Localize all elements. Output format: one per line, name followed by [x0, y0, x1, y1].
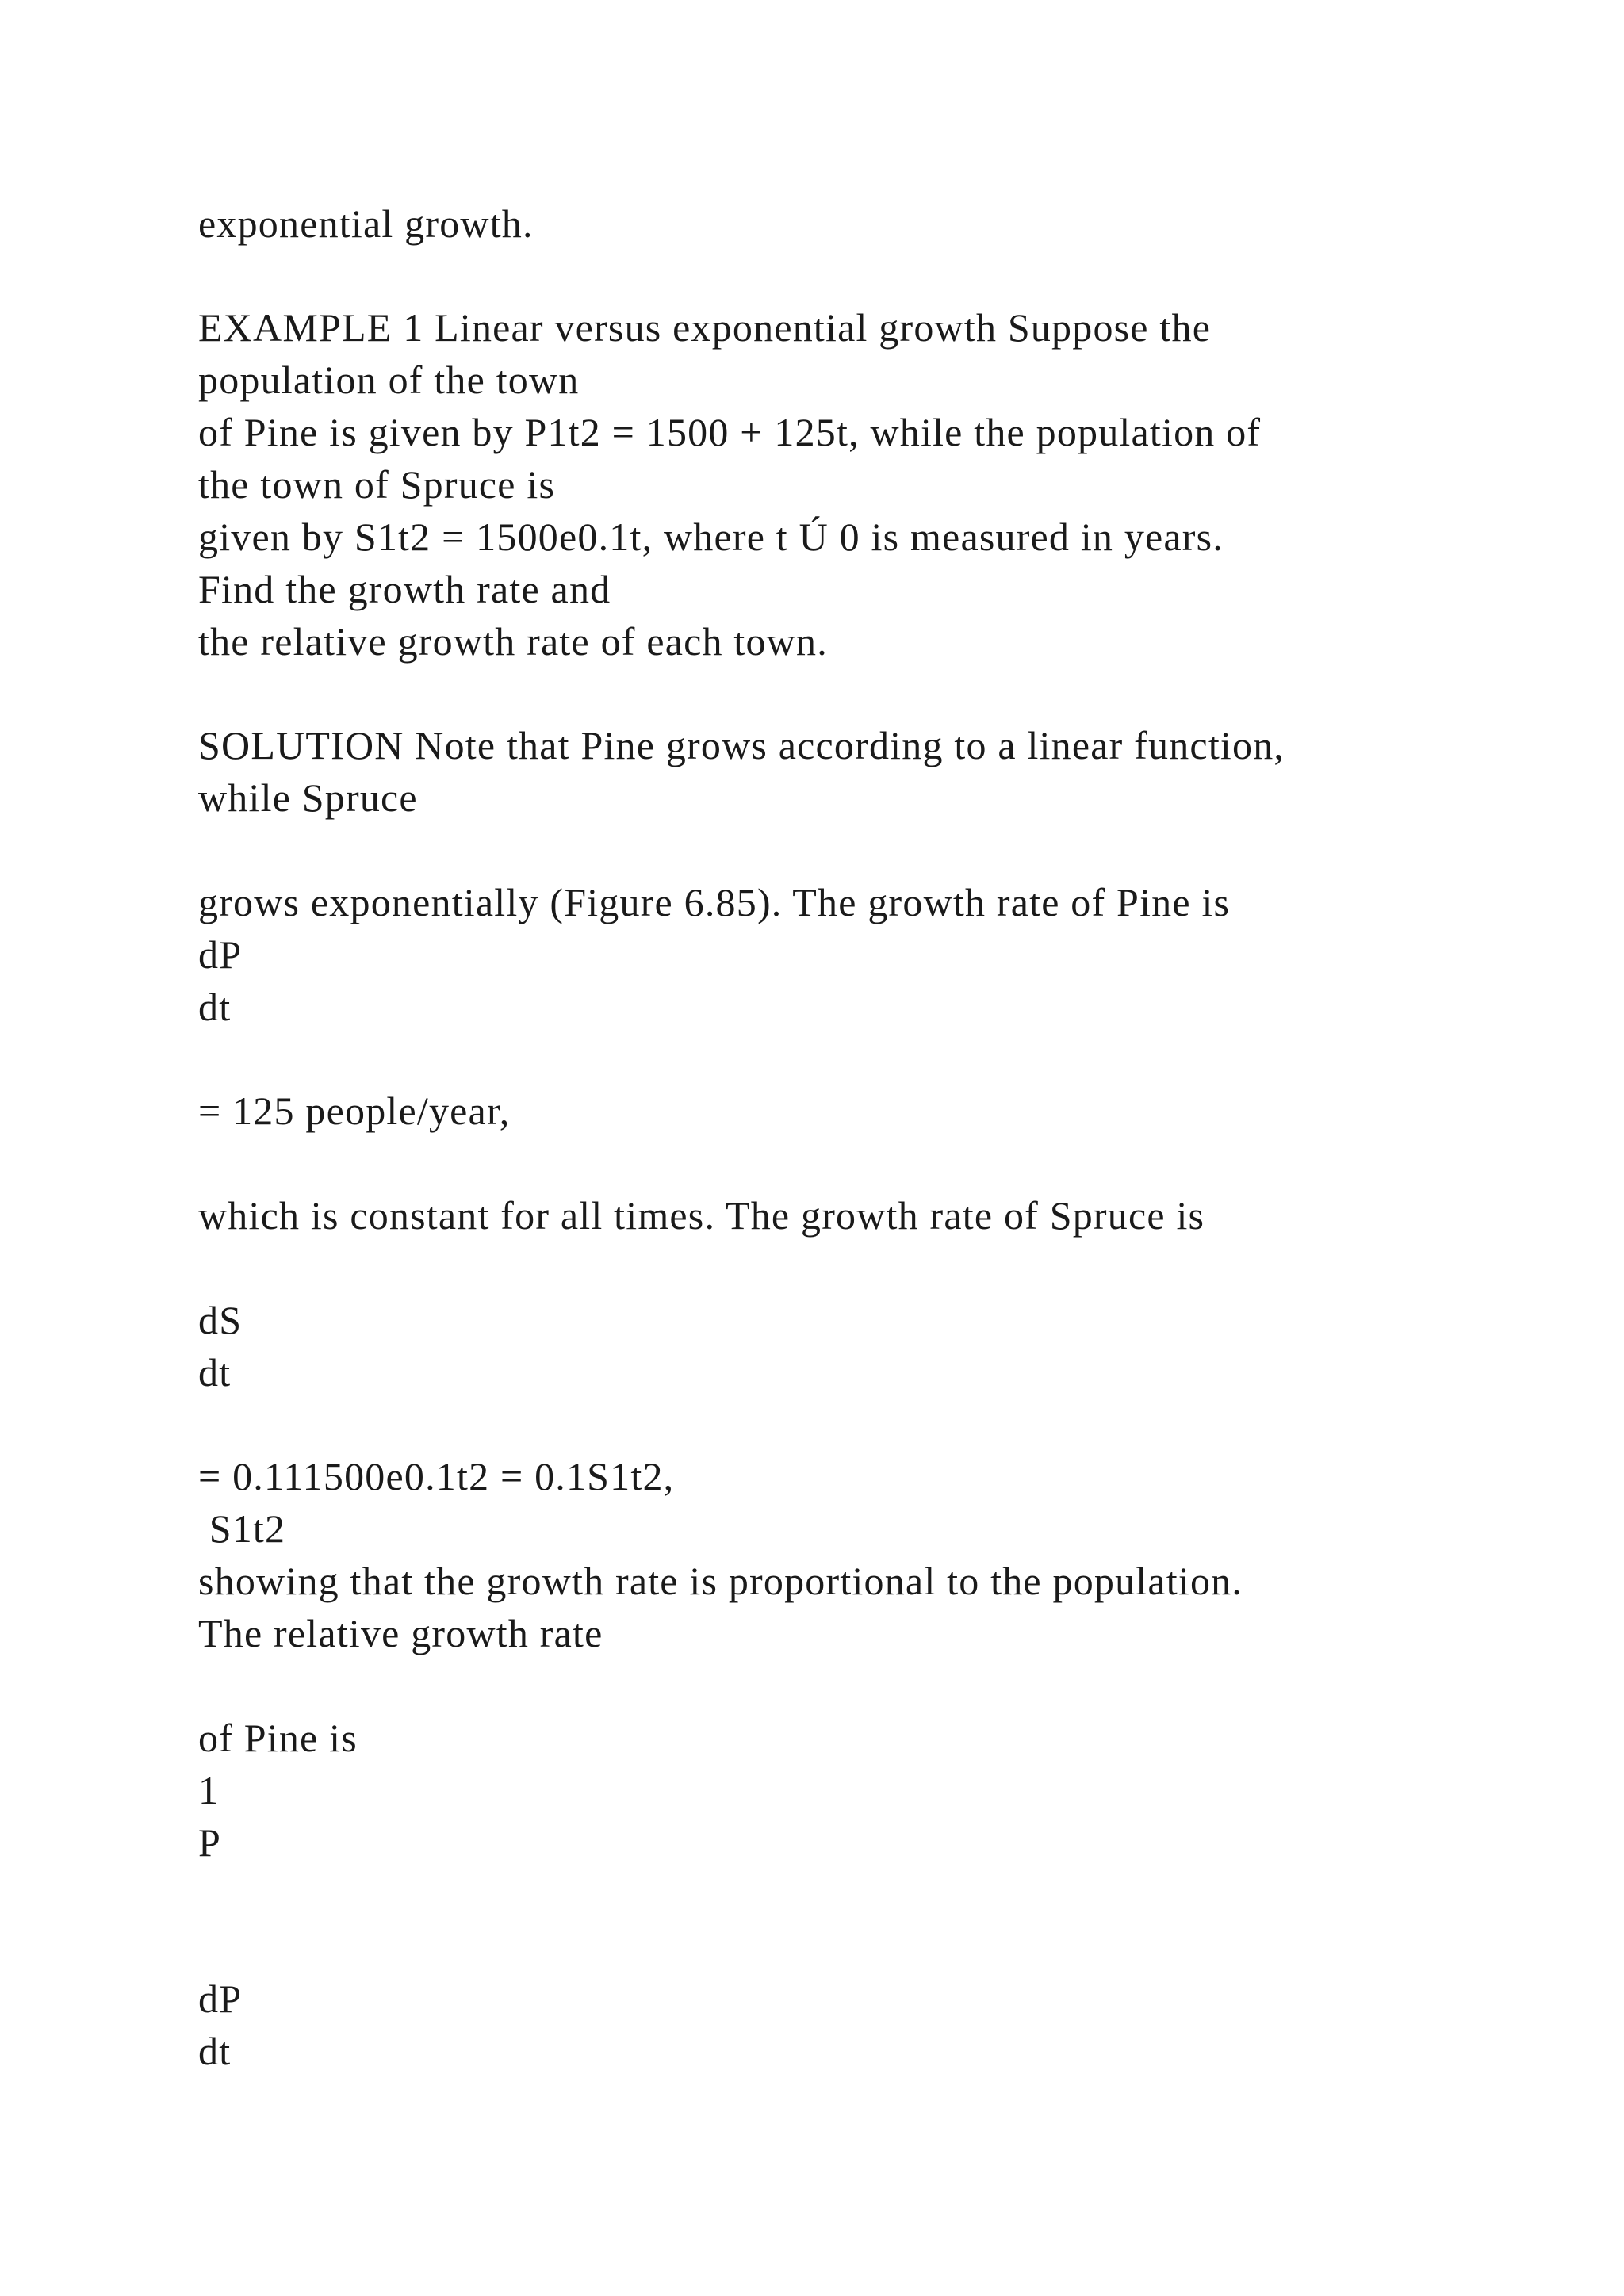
text-line: P: [198, 1820, 222, 1865]
text-line: dP: [198, 1976, 243, 2021]
text-line: exponential growth.: [198, 201, 534, 246]
text-line: the relative growth rate of each town.: [198, 619, 828, 664]
text-line: dP: [198, 932, 243, 977]
text-line: given by S1t2 = 1500e0.1t, where t Ú 0 is measured in years.: [198, 515, 1224, 559]
text-line: grows exponentially (Figure 6.85). The growth rate of Pine is: [198, 880, 1231, 924]
text-line: dt: [198, 2029, 232, 2073]
text-line: the town of Spruce is: [198, 462, 556, 507]
text-line: of Pine is: [198, 1716, 358, 1760]
text-line: The relative growth rate: [198, 1611, 603, 1655]
text-line: of Pine is given by P1t2 = 1500 + 125t, while the population of: [198, 410, 1262, 454]
text-line: S1t2: [198, 1506, 286, 1551]
text-line: EXAMPLE 1 Linear versus exponential growth Suppose the: [198, 305, 1212, 350]
text-line: dS: [198, 1298, 243, 1342]
text-line: = 0.111500e0.1t2 = 0.1S1t2,: [198, 1454, 675, 1498]
text-line: dt: [198, 1350, 232, 1395]
text-line: Find the growth rate and: [198, 567, 611, 611]
text-line: dt: [198, 985, 232, 1029]
text-line: SOLUTION Note that Pine grows according to a linear function,: [198, 723, 1285, 767]
text-line: which is constant for all times. The growth rate of Spruce is: [198, 1193, 1205, 1238]
text-line: while Spruce: [198, 775, 418, 820]
text-line: 1: [198, 1768, 220, 1812]
text-line: showing that the growth rate is proportional to the population.: [198, 1559, 1243, 1603]
text-line: population of the town: [198, 358, 580, 402]
text-line: = 125 people/year,: [198, 1089, 511, 1133]
